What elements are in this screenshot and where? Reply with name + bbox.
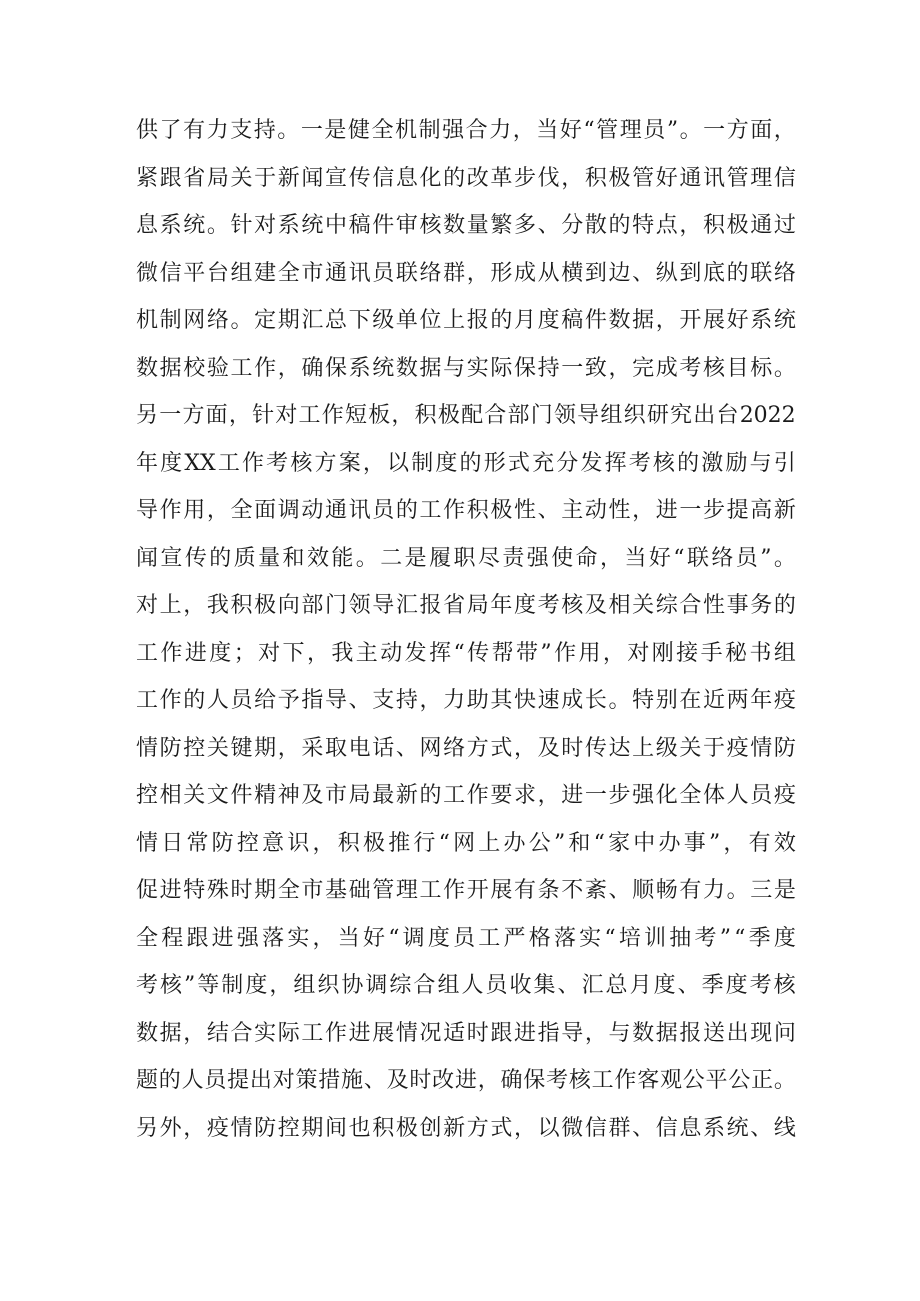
text-line: 紧 跟 省 局 关 于 新 闻 宣 传 信 息 化 的 改 革 步 伐 ， 积 极 管 好 通 讯 管 理 信 bbox=[136, 165, 796, 191]
text-line: 另 外 ， 疫 情 防 控 期 间 也 积 极 创 新 方 式 ， 以 微 信 群 、 信 息 系 统 、 线 bbox=[136, 1115, 796, 1141]
body-paragraph bbox=[136, 107, 796, 1152]
text-line: 题 的 人 员 提 出 对 策 措 施 、 及 时 改 进 ， 确 保 考 核 工 作 客 观 公 平 公 正 。 bbox=[136, 1068, 796, 1093]
text-line: 控 相 关 文 件 精 神 及 市 局 最 新 的 工 作 要 求 ， 进 一 步 强 化 全 体 人 员 疫 bbox=[136, 783, 796, 808]
text-line: 闻 宣 传 的 质 量 和 效 能 。 二 是 履 职 尽 责 强 使 命 ， 当 好 “ 联 络 员 ” 。 bbox=[136, 545, 796, 571]
text-line: 全 程 跟 进 强 落 实 ， 当 好 “ 调 度 员 工 严 格 落 实 “ 培 训 抽 考 ” “ 季 度 bbox=[136, 925, 796, 951]
text-line: 数 据 校 验 工 作 ， 确 保 系 统 数 据 与 实 际 保 持 一 致 ， 完 成 考 核 目 标 。 bbox=[136, 355, 796, 381]
text-line: 数 据 ， 结 合 实 际 工 作 进 展 情 况 适 时 跟 进 指 导 ， 与 数 据 报 送 出 现 问 bbox=[136, 1020, 796, 1046]
text-line: 微 信 平 台 组 建 全 市 通 讯 员 联 络 群 ， 形 成 从 横 到 边 、 纵 到 底 的 联 络 bbox=[136, 260, 796, 286]
text-line: 另 一 方 面 ， 针 对 工 作 短 板 ， 积 极 配 合 部 门 领 导 组 织 研 究 出 台 2022 bbox=[136, 403, 796, 428]
text-line: 对 上 ， 我 积 极 向 部 门 领 导 汇 报 省 局 年 度 考 核 及 相 关 综 合 性 事 务 的 bbox=[136, 593, 796, 618]
text-line: 机 制 网 络 。 定 期 汇 总 下 级 单 位 上 报 的 月 度 稿 件 数 据 ， 开 展 好 系 统 bbox=[136, 308, 796, 333]
text-line: 考 核 ” 等 制 度 ， 组 织 协 调 综 合 组 人 员 收 集 、 汇 总 月 度 、 季 度 考 核 bbox=[136, 973, 796, 998]
text-line: 情 日 常 防 控 意 识 ， 积 极 推 行 “ 网 上 办 公 ” 和 “ 家 中 办 事 ” ， 有 效 bbox=[136, 830, 796, 856]
text-line: 工 作 进 度 ； 对 下 ， 我 主 动 发 挥 “ 传 帮 带 ” 作 用 ， 对 刚 接 手 秘 书 组 bbox=[136, 640, 796, 666]
text-line: 供 了 有 力 支 持 。 一 是 健 全 机 制 强 合 力 ， 当 好 “ 管 理 员 ” 。 一 方 面 ， bbox=[136, 118, 796, 143]
text-line: 息 系 统 。 针 对 系 统 中 稿 件 审 核 数 量 繁 多 、 分 散 的 特 点 ， 积 极 通 过 bbox=[136, 213, 796, 238]
text-line: 工 作 的 人 员 给 予 指 导 、 支 持 ， 力 助 其 快 速 成 长 。 特 别 在 近 两 年 疫 bbox=[136, 688, 796, 713]
text-line: 情 防 控 关 键 期 ， 采 取 电 话 、 网 络 方 式 ， 及 时 传 达 上 级 关 于 疫 情 防 bbox=[136, 735, 796, 761]
text-line: 导 作 用 ， 全 面 调 动 通 讯 员 的 工 作 积 极 性 、 主 动 性 ， 进 一 步 提 高 新 bbox=[136, 498, 796, 523]
text-line: 促 进 特 殊 时 期 全 市 基 础 管 理 工 作 开 展 有 条 不 紊 、 顺 畅 有 力 。 三 是 bbox=[136, 878, 796, 903]
text-line: 年 度 XX 工 作 考 核 方 案 ， 以 制 度 的 形 式 充 分 发 挥 考 核 的 激 励 与 引 bbox=[136, 450, 796, 476]
